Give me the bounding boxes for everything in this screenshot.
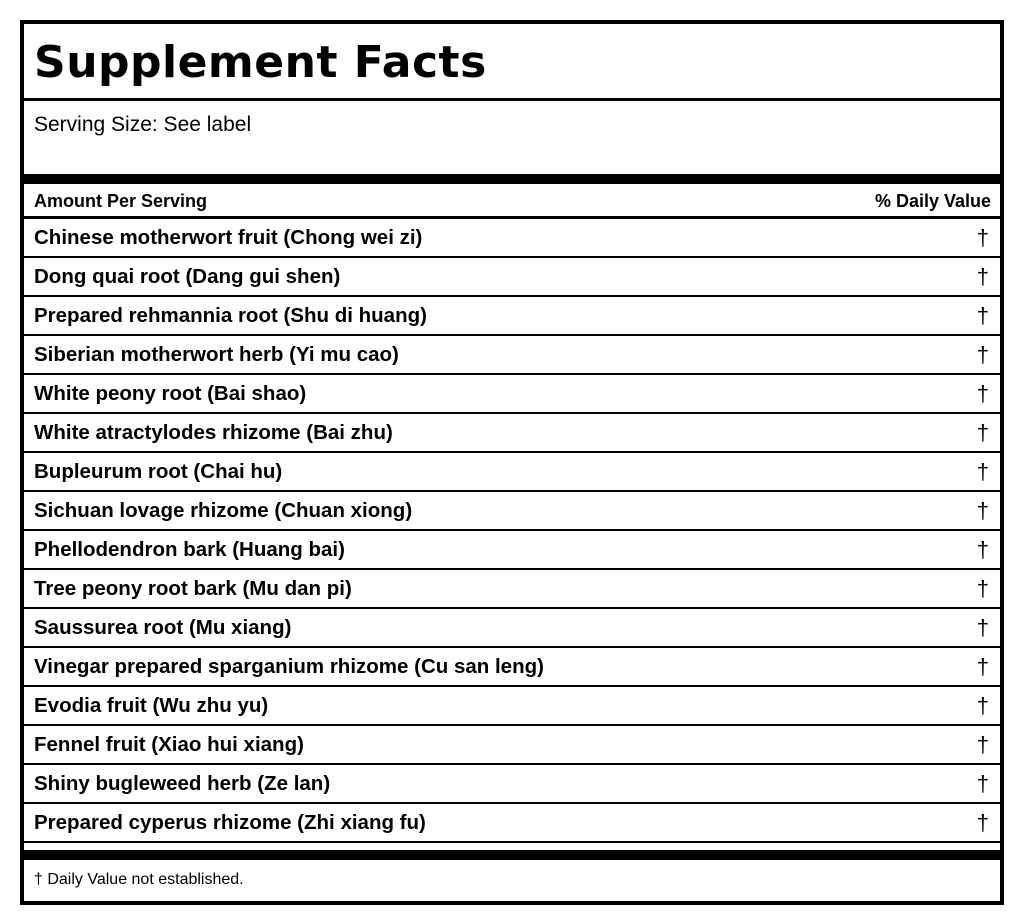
table-row [24, 219, 1000, 258]
title-section [24, 24, 1000, 101]
serving-section [24, 101, 1000, 184]
daily-value-mark: † [976, 537, 989, 562]
daily-value-mark: † [976, 576, 989, 601]
ingredient-name: White atractylodes rhizome (Bai zhu) [34, 421, 393, 444]
table-row [24, 609, 1000, 648]
page-title: Supplement Facts [34, 37, 487, 88]
daily-value-mark: † [976, 498, 989, 523]
supplement-facts-panel [20, 20, 1004, 905]
ingredient-name: Saussurea root (Mu xiang) [34, 616, 292, 639]
table-header [24, 184, 1000, 219]
ingredient-name: Fennel fruit (Xiao hui xiang) [34, 733, 304, 756]
ingredient-name: Siberian motherwort herb (Yi mu cao) [34, 343, 399, 366]
table-row [24, 570, 1000, 609]
daily-value-mark: † [976, 771, 989, 796]
ingredient-name: Dong quai root (Dang gui shen) [34, 265, 341, 288]
table-row [24, 531, 1000, 570]
table-row [24, 804, 1000, 843]
table-row [24, 258, 1000, 297]
ingredient-name: Phellodendron bark (Huang bai) [34, 538, 345, 561]
ingredient-name: Sichuan lovage rhizome (Chuan xiong) [34, 499, 413, 522]
table-row [24, 453, 1000, 492]
daily-value-mark: † [976, 732, 989, 757]
ingredient-name: Vinegar prepared sparganium rhizome (Cu san leng) [34, 655, 544, 678]
daily-value-mark: † [976, 654, 989, 679]
table-row [24, 687, 1000, 726]
table-row [24, 648, 1000, 687]
ingredient-name: Chinese motherwort fruit (Chong wei zi) [34, 226, 423, 249]
ingredient-name: Shiny bugleweed herb (Ze lan) [34, 772, 331, 795]
daily-value-mark: † [976, 264, 989, 289]
daily-value-mark: † [976, 459, 989, 484]
table-row [24, 726, 1000, 765]
table-row [24, 297, 1000, 336]
daily-value-mark: † [976, 810, 989, 835]
footnote: † Daily Value not established. [34, 871, 244, 888]
daily-value-mark: † [976, 420, 989, 445]
ingredient-list [24, 219, 1000, 843]
ingredient-name: Bupleurum root (Chai hu) [34, 460, 283, 483]
daily-value-mark: † [976, 615, 989, 640]
daily-value-mark: † [976, 342, 989, 367]
amount-per-serving-header: Amount Per Serving [34, 191, 208, 211]
serving-size: Serving Size: See label [34, 113, 252, 136]
table-row [24, 336, 1000, 375]
ingredient-name: White peony root (Bai shao) [34, 382, 307, 405]
table-row [24, 765, 1000, 804]
daily-value-mark: † [976, 693, 989, 718]
daily-value-mark: † [976, 381, 989, 406]
thick-divider [24, 850, 1000, 860]
daily-value-mark: † [976, 225, 989, 250]
ingredient-name: Prepared cyperus rhizome (Zhi xiang fu) [34, 811, 426, 834]
ingredient-name: Evodia fruit (Wu zhu yu) [34, 694, 269, 717]
daily-value-header: % Daily Value [874, 191, 991, 211]
daily-value-mark: † [976, 303, 989, 328]
table-row [24, 492, 1000, 531]
ingredient-name: Prepared rehmannia root (Shu di huang) [34, 304, 427, 327]
table-row [24, 414, 1000, 453]
ingredient-name: Tree peony root bark (Mu dan pi) [34, 577, 352, 600]
bottom-spacer [24, 843, 1000, 850]
footnote-section [24, 860, 1000, 900]
table-row [24, 375, 1000, 414]
